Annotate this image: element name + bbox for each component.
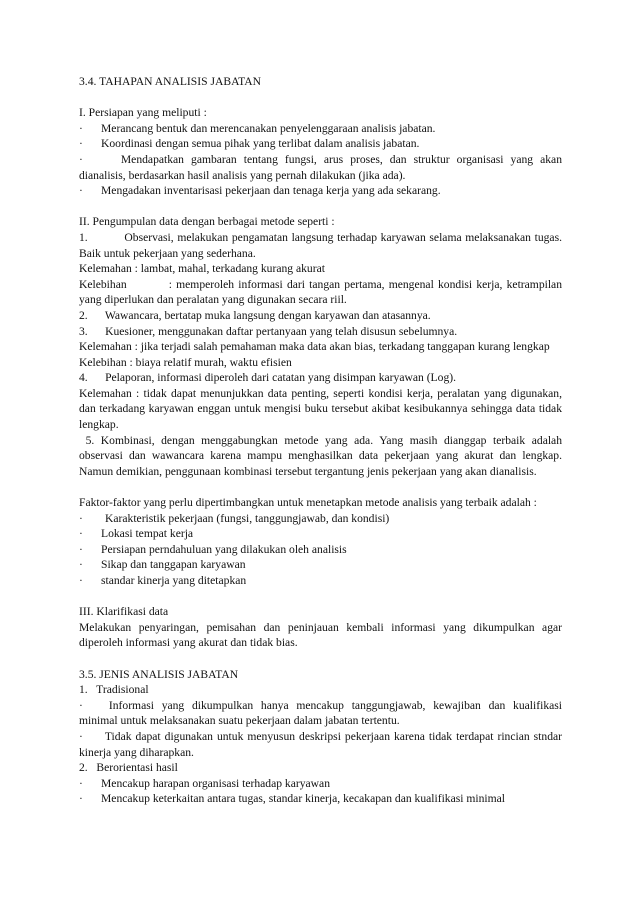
spacer — [79, 90, 562, 106]
bullet-icon: · — [79, 184, 83, 198]
hasil-item-2: Mencakup keterkaitan antara tugas, standar kinerja, kecakapan dan kualifikasi minimal — [101, 792, 506, 806]
bullet-icon: · — [79, 527, 83, 541]
list-item — [79, 791, 562, 807]
bullet-icon: · — [79, 698, 83, 712]
persiapan-item-4: Mengadakan inventarisasi pekerjaan dan tenaga kerja yang ada sekarang. — [101, 184, 441, 198]
metode-observasi: 1. Observasi, melakukan pengamatan langsung terhadap karyawan selama melaksanakan tugas. Baik untuk pekerjaan yang sederhana. — [79, 230, 565, 260]
list-item — [79, 152, 562, 183]
spacer — [79, 589, 562, 605]
list-item — [79, 542, 562, 558]
list-item — [79, 698, 562, 729]
faktor-item-5: standar kinerja yang ditetapkan — [101, 574, 247, 587]
persiapan-item-1: Merancang bentuk dan merencanakan penyelenggaraan analisis jabatan. — [101, 121, 436, 135]
faktor-item-4: Sikap dan tanggapan karyawan — [101, 558, 246, 572]
tradisional-heading: 1. Tradisional — [79, 683, 149, 697]
metode-kombinasi: 5. Kombinasi, dengan menggabungkan metode yang ada. Yang masih dianggap terbaik adalah observasi dan wawancara karena mampu menghasilkan data pekerjaan yang akurat dan lengkap. Namun demikian, penggunaan kombinasi tersebut tergantung jenis pekerjaan yang akan dianalisis. — [79, 433, 565, 478]
section-3-4-title: 3.4. TAHAPAN ANALISIS JABATAN — [79, 75, 262, 88]
list-item — [79, 121, 562, 137]
hasil-heading: 2. Berorientasi hasil — [79, 761, 178, 775]
bullet-icon: · — [79, 574, 83, 587]
list-item — [79, 557, 562, 573]
bullet-icon: · — [79, 152, 83, 166]
metode-pelaporan: 4. Pelaporan, informasi diperoleh dari catatan yang disimpan karyawan (Log). — [79, 371, 456, 385]
persiapan-heading: I. Persiapan yang meliputi : — [79, 106, 207, 120]
spacer — [79, 479, 562, 495]
metode-wawancara: 2. Wawancara, bertatap muka langsung dengan karyawan dan atasannya. — [79, 308, 431, 322]
pengumpulan-heading: II. Pengumpulan data dengan berbagai metode seperti : — [79, 215, 335, 229]
list-item — [79, 729, 562, 760]
tradisional-item-2: Tidak dapat digunakan untuk menyusun deskripsi pekerjaan karena tidak terdapat rincian stndar kinerja yang diharapkan. — [79, 729, 562, 759]
metode-kuesioner: 3. Kuesioner, menggunakan daftar pertanyaan yang telah disusun sebelumnya. — [79, 324, 458, 338]
kuesioner-kelemahan: Kelemahan : jika terjadi salah pemahaman maka data akan bias, terkadang tanggapan kurang lengkap — [79, 340, 550, 354]
persiapan-item-2: Koordinasi dengan semua pihak yang terlibat dalam analisis jabatan. — [101, 137, 420, 151]
bullet-icon: · — [79, 511, 83, 525]
bullet-icon: · — [79, 776, 83, 790]
observasi-kelebihan: Kelebihan : memperoleh informasi dari tangan pertama, mengenal kondisi kerja, ketrampilan yang diperlukan dan peralatan yang digunakan secara riil. — [79, 277, 565, 307]
tradisional-item-1: Informasi yang dikumpulkan hanya mencakup tanggungjawab, kewajiban dan kualifikasi minimal untuk melaksanakan suatu pekerjaan dalam jabatan tertentu. — [79, 698, 562, 728]
bullet-icon: · — [79, 542, 83, 556]
bullet-icon: · — [79, 729, 83, 743]
bullet-icon: · — [79, 121, 83, 135]
persiapan-item-3: Mendapatkan gambaran tentang fungsi, arus proses, dan struktur organisasi yang akan dianalisis, berdasarkan hasil analisis yang pernah dilakukan (jika ada). — [79, 152, 562, 182]
list-item — [79, 183, 562, 199]
document-page — [79, 74, 565, 807]
spacer — [79, 199, 562, 215]
faktor-heading: Faktor-faktor yang perlu dipertimbangkan untuk menetapkan metode analisis yang terbaik adalah : — [79, 496, 537, 510]
section-3-5-title: 3.5. JENIS ANALISIS JABATAN — [79, 667, 239, 681]
list-item — [79, 511, 562, 527]
list-item — [79, 136, 562, 152]
faktor-item-3: Persiapan perndahuluan yang dilakukan oleh analisis — [101, 542, 347, 556]
klarifikasi-heading: III. Klarifikasi data — [79, 605, 169, 619]
hasil-item-1: Mencakup harapan organisasi terhadap karyawan — [101, 776, 330, 790]
klarifikasi-text: Melakukan penyaringan, pemisahan dan peninjauan kembali informasi yang dikumpulkan agar diperoleh informasi yang akurat dan tidak bias. — [79, 620, 562, 650]
faktor-item-1: Karakteristik pekerjaan (fungsi, tanggungjawab, dan kondisi) — [105, 511, 390, 525]
bullet-icon: · — [79, 558, 83, 572]
observasi-kelemahan: Kelemahan : lambat, mahal, terkadang kurang akurat — [79, 262, 325, 276]
bullet-icon: · — [79, 792, 83, 806]
pelaporan-kelemahan: Kelemahan : tidak dapat menunjukkan data penting, seperti kondisi kerja, peralatan yang digunakan, dan terkadang karyawan enggan untuk mengisi buku tersebut akibat kesibukannya sehingga data tidak lengkap. — [79, 386, 562, 432]
list-item — [79, 776, 562, 792]
faktor-item-2: Lokasi tempat kerja — [101, 527, 194, 541]
spacer — [79, 651, 562, 667]
kuesioner-kelebihan: Kelebihan : biaya relatif murah, waktu efisien — [79, 355, 292, 369]
bullet-icon: · — [79, 137, 83, 151]
list-item — [79, 526, 562, 542]
list-item — [79, 573, 562, 589]
